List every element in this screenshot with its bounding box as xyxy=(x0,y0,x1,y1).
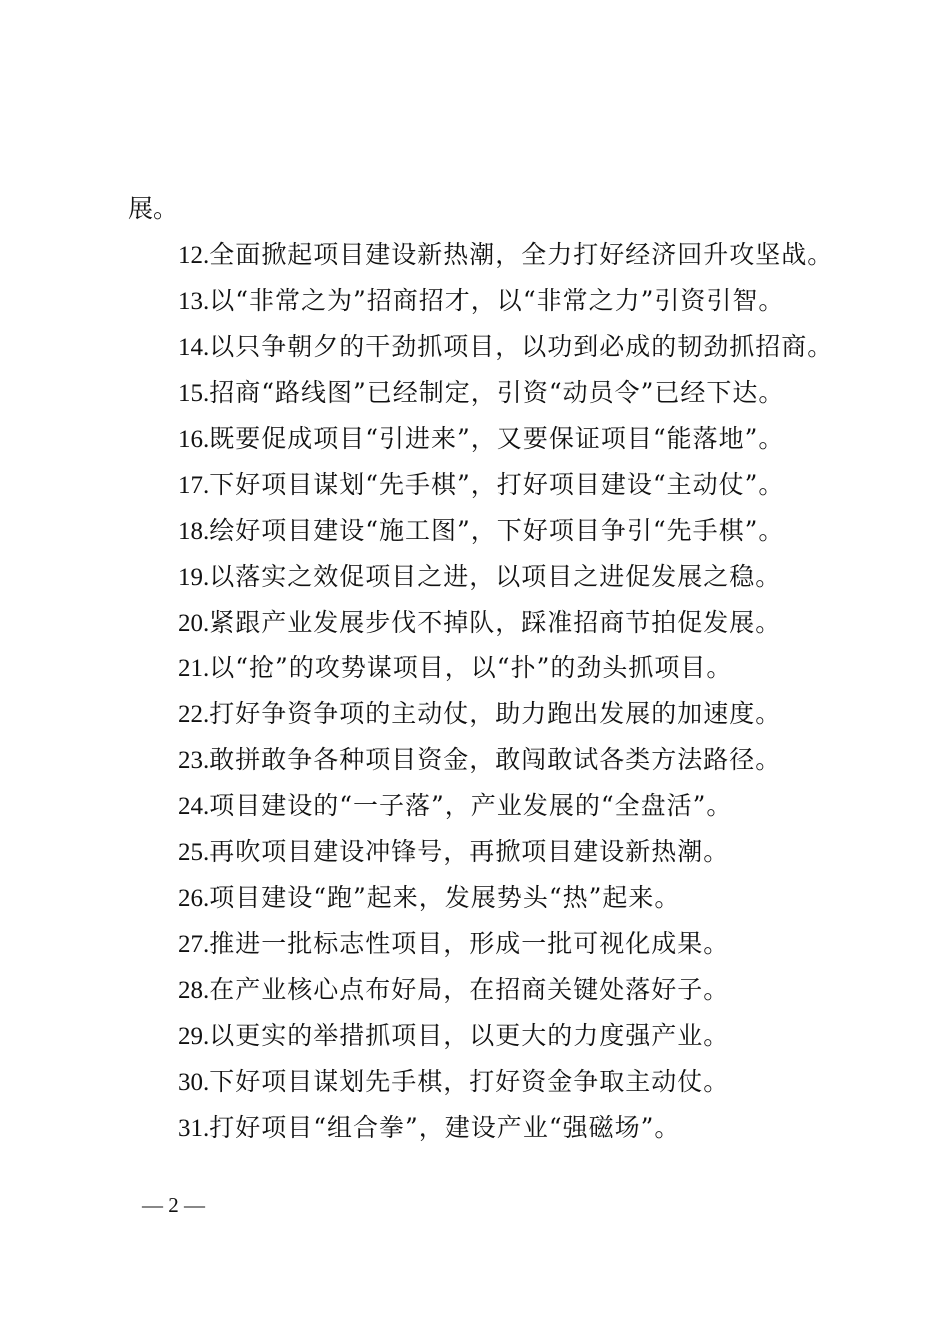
list-item xyxy=(178,278,833,324)
item-text: 以“非常之为”招商招才，以“非常之力”引资引智。 xyxy=(209,285,785,315)
item-text: 以落实之效促项目之进，以项目之进促发展之稳。 xyxy=(209,561,782,591)
list-item xyxy=(178,875,833,921)
item-number: 29. xyxy=(178,1022,210,1050)
item-number: 21. xyxy=(178,655,210,683)
list-item xyxy=(178,462,833,508)
item-number: 26. xyxy=(178,885,210,913)
item-text: 下好项目谋划“先手棋”，打好项目建设“主动仗”。 xyxy=(209,469,785,499)
list-item xyxy=(178,370,833,416)
list-item xyxy=(178,967,833,1013)
item-text: 全面掀起项目建设新热潮，全力打好经济回升攻坚战。 xyxy=(209,240,834,269)
item-text: 再吹项目建设冲锋号，再掀项目建设新热潮。 xyxy=(209,837,730,867)
slogan-list xyxy=(178,232,833,1151)
list-item xyxy=(178,645,833,691)
item-number: 18. xyxy=(178,517,210,545)
list-item xyxy=(178,1105,833,1151)
item-text: 敢拼敢争各种项目资金，敢闯敢试各类方法路径。 xyxy=(209,745,782,775)
item-text: 下好项目谋划先手棋，打好资金争取主动仗。 xyxy=(209,1066,730,1096)
item-number: 12. xyxy=(178,242,210,269)
list-item xyxy=(178,921,833,967)
list-item xyxy=(178,691,833,737)
item-text: 项目建设的“一子落”，产业发展的“全盘活”。 xyxy=(209,791,733,821)
item-text: 推进一批标志性项目，形成一批可视化成果。 xyxy=(209,929,730,959)
item-number: 17. xyxy=(178,471,210,499)
list-item xyxy=(178,232,833,278)
list-item xyxy=(178,508,833,554)
item-text: 绘好项目建设“施工图”，下好项目争引“先手棋”。 xyxy=(209,515,785,545)
item-number: 25. xyxy=(178,839,210,867)
item-text: 打好项目“组合拳”，建设产业“强磁场”。 xyxy=(209,1112,681,1142)
list-item xyxy=(178,324,833,370)
item-text: 紧跟产业发展步伐不掉队，踩准招商节拍促发展。 xyxy=(209,607,782,637)
item-text: 项目建设“跑”起来，发展势头“热”起来。 xyxy=(209,883,681,913)
item-number: 31. xyxy=(178,1114,210,1142)
list-item xyxy=(178,600,833,646)
item-text: 在产业核心点布好局，在招商关键处落好子。 xyxy=(209,975,730,1004)
item-number: 22. xyxy=(178,701,210,729)
item-number: 16. xyxy=(178,425,210,453)
item-number: 15. xyxy=(178,379,210,407)
item-number: 13. xyxy=(178,287,210,315)
list-item xyxy=(178,1059,833,1105)
item-number: 24. xyxy=(178,793,210,821)
item-number: 27. xyxy=(178,931,210,959)
item-text: 打好争资争项的主动仗，助力跑出发展的加速度。 xyxy=(209,699,782,729)
item-number: 20. xyxy=(178,609,210,637)
item-number: 30. xyxy=(178,1068,210,1096)
item-text: 以只争朝夕的干劲抓项目，以功到必成的韧劲抓招商。 xyxy=(209,331,834,361)
item-text: 招商“路线图”已经制定，引资“动员令”已经下达。 xyxy=(209,377,785,407)
list-item xyxy=(178,829,833,875)
item-number: 14. xyxy=(178,333,210,361)
list-item xyxy=(178,783,833,829)
page-number: — 2 — xyxy=(142,1193,205,1217)
item-number: 28. xyxy=(178,977,210,1004)
list-item xyxy=(178,554,833,600)
item-text: 以“抢”的攻势谋项目，以“扑”的劲头抓项目。 xyxy=(209,653,733,683)
item-number: 23. xyxy=(178,747,210,775)
item-text: 以更实的举措抓项目，以更大的力度强产业。 xyxy=(209,1020,730,1050)
list-item xyxy=(178,1013,833,1059)
list-item xyxy=(178,737,833,783)
list-item xyxy=(178,416,833,462)
item-text: 既要促成项目“引进来”，又要保证项目“能落地”。 xyxy=(209,423,785,453)
item-number: 19. xyxy=(178,563,210,591)
continuation-text: 展。 xyxy=(128,194,179,223)
